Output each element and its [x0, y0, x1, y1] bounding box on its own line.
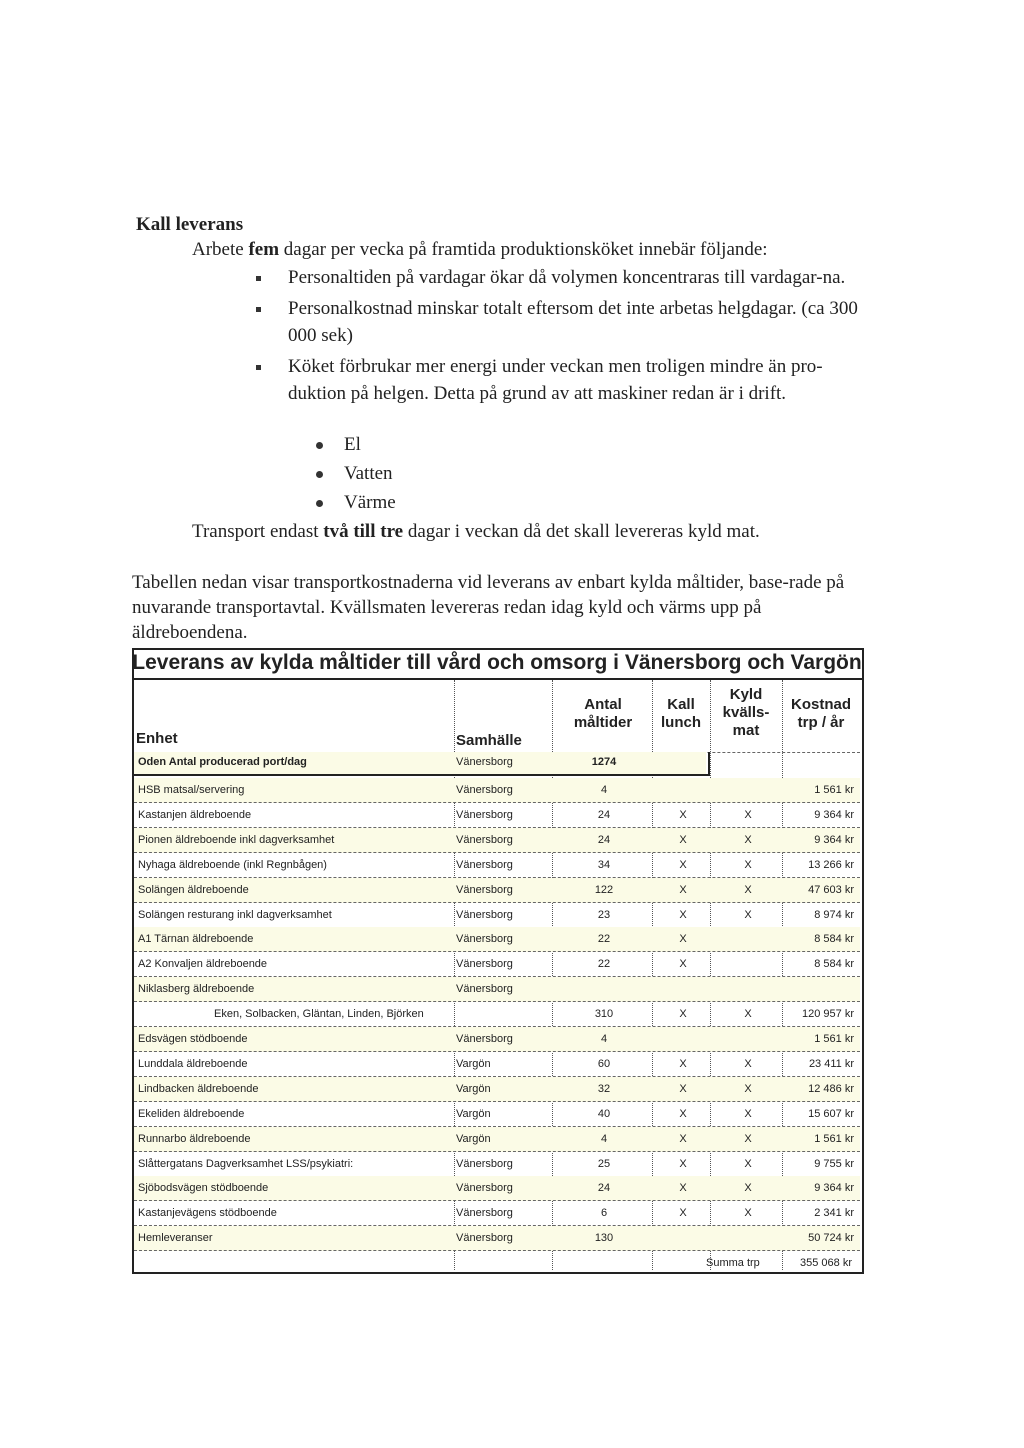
cell-kall-lunch: X	[679, 1157, 687, 1170]
cell-enhet: Eken, Solbacken, Gläntan, Linden, Björken	[214, 1008, 424, 1021]
cell-samhalle: Vänersborg	[456, 908, 513, 921]
cell-samhalle: Vänersborg	[456, 1207, 513, 1220]
cell-kall-lunch: X	[679, 1057, 687, 1070]
cell-kostnad: 120 957 kr	[802, 1008, 854, 1021]
cell-kostnad: 9 364 kr	[814, 808, 854, 821]
cell-kall-lunch: X	[679, 808, 687, 821]
cell-kall-lunch: X	[679, 1207, 687, 1220]
intro-text	[192, 236, 768, 263]
cell-antal: 4	[600, 784, 608, 796]
cell-kall-lunch: X	[679, 1182, 687, 1195]
cell-kall-lunch: X	[679, 958, 687, 971]
cell-antal: 60	[597, 1057, 611, 1070]
bullet-list	[240, 264, 870, 411]
cell-enhet: Runnarbo äldreboende	[138, 1132, 251, 1145]
cell-enhet: Nyhaga äldreboende (inkl Regnbågen)	[138, 858, 327, 871]
section-heading: Kall leverans	[136, 214, 244, 235]
table-row	[134, 927, 860, 952]
cell-kyld-kvallsmat: X	[744, 1057, 752, 1070]
cell-kostnad: 50 724 kr	[808, 1232, 854, 1245]
cell-kall-lunch: X	[679, 1107, 687, 1120]
cell-antal: 6	[600, 1207, 608, 1220]
table-row	[134, 878, 860, 903]
sub-bullet-list	[316, 430, 396, 517]
cell-kostnad: 2 341 kr	[814, 1207, 854, 1220]
cell-kall-lunch: X	[679, 1008, 687, 1021]
cell-kostnad: 12 486 kr	[808, 1082, 854, 1095]
table-row	[134, 1052, 860, 1077]
cell-enhet: Solängen resturang inkl dagverksamhet	[138, 908, 332, 921]
sub-bullet-text: Vatten	[344, 463, 393, 484]
transport-bold: två till tre	[323, 521, 404, 542]
table-row	[134, 952, 860, 977]
intro-pre: Arbete	[192, 239, 249, 260]
cell-samhalle: Vänersborg	[456, 1182, 513, 1195]
transport-text	[192, 518, 760, 545]
cell-samhalle: Vänersborg	[456, 983, 513, 996]
delivery-table	[132, 648, 862, 1272]
cell-samhalle: Vargön	[456, 1107, 491, 1120]
cell-enhet: Sjöbodsvägen stödboende	[138, 1182, 269, 1195]
table-row	[134, 1152, 860, 1177]
cell-kostnad: 9 364 kr	[814, 1182, 854, 1195]
cell-samhalle: Vänersborg	[456, 808, 513, 821]
table-row	[134, 977, 860, 1002]
cell-samhalle: Vänersborg	[456, 958, 513, 971]
square-bullet-icon	[256, 365, 261, 370]
cell-antal: 34	[597, 858, 611, 871]
cell-antal: 4	[600, 1033, 608, 1045]
cell-antal: 22	[597, 958, 611, 971]
cell-samhalle: Vargön	[456, 1132, 491, 1145]
cell-kall-lunch: X	[679, 833, 687, 846]
cell-kostnad: 1 561 kr	[814, 784, 854, 796]
cell-enhet: Solängen äldreboende	[138, 883, 249, 896]
cell-kostnad: 23 411 kr	[808, 1057, 854, 1070]
cell-samhalle: Vänersborg	[456, 1157, 513, 1170]
cell-enhet: Edsvägen stödboende	[138, 1033, 248, 1045]
cell-samhalle: Vänersborg	[456, 883, 513, 896]
table-row	[134, 1226, 860, 1251]
cell-kyld-kvallsmat: X	[744, 858, 752, 871]
cell-samhalle: Vänersborg	[456, 1232, 513, 1245]
header-kostnad: Kostnad trp / år	[791, 696, 851, 731]
table-row	[134, 1002, 860, 1027]
table-title: Leverans av kylda måltider till vård och omsorg i Vänersborg och Vargön	[132, 648, 862, 680]
cell-kall-lunch: X	[679, 858, 687, 871]
cell-kyld-kvallsmat: X	[744, 883, 752, 896]
cell-kall-lunch: X	[679, 1132, 687, 1145]
cell-kyld-kvallsmat: X	[744, 1107, 752, 1120]
cell-kostnad: 9 364 kr	[814, 833, 854, 846]
cell-antal: 130	[594, 1232, 614, 1245]
cell-samhalle: Vargön	[456, 1082, 491, 1095]
cell-antal: 25	[597, 1157, 611, 1170]
cell-enhet: Slåttergatans Dagverksamhet LSS/psykiatri:	[138, 1157, 354, 1170]
round-bullet-icon	[316, 471, 323, 478]
table-row	[134, 803, 860, 828]
header-enhet: Enhet	[136, 730, 178, 747]
bullet-text: Personaltiden på vardagar ökar då volymen koncentraras till vardagar-na.	[288, 267, 846, 288]
sub-bullet-item	[316, 459, 396, 488]
cell-enhet: A1 Tärnan äldreboende	[138, 933, 254, 946]
cell-enhet: Lindbacken äldreboende	[138, 1082, 259, 1095]
transport-post: dagar i veckan då det skall levereras kyld mat.	[403, 521, 760, 542]
cell-enhet: Kastanjevägens stödboende	[138, 1207, 277, 1220]
cell-enhet: Pionen äldreboende inkl dagverksamhet	[138, 833, 335, 846]
cell-kyld-kvallsmat: X	[744, 1182, 752, 1195]
oden-antal: 1274	[591, 756, 617, 768]
cell-kostnad: 1 561 kr	[814, 1033, 854, 1045]
cell-kyld-kvallsmat: X	[744, 1008, 752, 1021]
summa-label: Summa trp	[706, 1257, 760, 1269]
table-row	[134, 903, 860, 928]
cell-kostnad: 9 755 kr	[814, 1157, 854, 1170]
cell-samhalle: Vänersborg	[456, 784, 513, 796]
header-kall: Kall lunch	[661, 696, 701, 731]
cell-kyld-kvallsmat: X	[744, 1082, 752, 1095]
cell-kall-lunch: X	[679, 933, 687, 946]
cell-enhet: Lunddala äldreboende	[138, 1057, 248, 1070]
table-row	[134, 1077, 860, 1102]
header-samhalle: Samhälle	[456, 732, 522, 749]
oden-samhalle: Vänersborg	[456, 756, 513, 768]
cell-enhet: Ekeliden äldreboende	[138, 1107, 245, 1120]
cell-antal: 24	[597, 808, 611, 821]
square-bullet-icon	[256, 276, 261, 281]
cell-samhalle: Vänersborg	[456, 1033, 513, 1045]
cell-enhet: HSB matsal/servering	[138, 784, 245, 796]
cell-samhalle: Vargön	[456, 1057, 491, 1070]
bullet-item	[240, 353, 870, 407]
cell-antal: 4	[600, 1132, 608, 1145]
cell-kall-lunch: X	[679, 883, 687, 896]
sub-bullet-text: Värme	[344, 492, 396, 513]
cell-samhalle: Vänersborg	[456, 833, 513, 846]
cell-kall-lunch: X	[679, 908, 687, 921]
table-row	[134, 853, 860, 878]
cell-enhet: Hemleveranser	[138, 1232, 213, 1245]
cell-samhalle: Vänersborg	[456, 933, 513, 946]
header-antal: Antal måltider	[573, 696, 633, 731]
sub-bullet-item	[316, 488, 396, 517]
cell-antal: 122	[594, 883, 614, 896]
cell-enhet: Niklasberg äldreboende	[138, 983, 255, 996]
cell-kyld-kvallsmat: X	[744, 833, 752, 846]
cell-kyld-kvallsmat: X	[744, 1207, 752, 1220]
cell-antal: 32	[597, 1082, 611, 1095]
cell-kostnad: 1 561 kr	[814, 1132, 854, 1145]
round-bullet-icon	[316, 442, 323, 449]
cell-kostnad: 8 584 kr	[814, 933, 854, 946]
bullet-text: Personalkostnad minskar totalt eftersom det inte arbetas helgdagar. (ca 300 000 sek)	[288, 298, 858, 346]
square-bullet-icon	[256, 307, 261, 312]
summa-value: 355 068 kr	[800, 1257, 852, 1269]
cell-samhalle: Vänersborg	[456, 858, 513, 871]
cell-enhet: A2 Konvaljen äldreboende	[138, 958, 268, 971]
table-intro-paragraph: Tabellen nedan visar transportkostnaderna vid leverans av enbart kylda måltider, base-rade på nuvarande transportavtal. Kvällsmaten levereras redan idag kyld och värms upp på äldreboendena.	[132, 572, 845, 643]
cell-kostnad: 8 974 kr	[814, 908, 854, 921]
oden-row	[134, 752, 706, 774]
cell-antal: 24	[597, 1182, 611, 1195]
header-kyld: Kyld kvälls-mat	[722, 686, 770, 739]
intro-post: dagar per vecka på framtida produktionsköket innebär följande:	[279, 239, 768, 260]
table-row	[134, 1176, 860, 1201]
cell-kostnad: 13 266 kr	[808, 858, 854, 871]
cell-kyld-kvallsmat: X	[744, 1157, 752, 1170]
bullet-text: Köket förbrukar mer energi under veckan men troligen mindre än pro-duktion på helgen. Detta på grund av att maskiner redan är i drift.	[288, 356, 823, 404]
round-bullet-icon	[316, 500, 323, 507]
oden-enhet: Oden Antal producerad port/dag	[138, 756, 307, 768]
cell-kyld-kvallsmat: X	[744, 808, 752, 821]
bullet-item	[240, 264, 870, 291]
cell-antal: 23	[597, 908, 611, 921]
sub-bullet-item	[316, 430, 396, 459]
cell-antal: 24	[597, 833, 611, 846]
table-row	[134, 828, 860, 853]
cell-kostnad: 8 584 kr	[814, 958, 854, 971]
bullet-item	[240, 295, 870, 349]
cell-enhet: Kastanjen äldreboende	[138, 808, 252, 821]
cell-kyld-kvallsmat: X	[744, 908, 752, 921]
table-row	[134, 778, 860, 803]
table-row	[134, 1201, 860, 1226]
cell-kostnad: 15 607 kr	[808, 1107, 854, 1120]
table-row	[134, 1127, 860, 1152]
cell-antal: 40	[597, 1107, 611, 1120]
row-divider	[134, 1250, 860, 1251]
cell-kyld-kvallsmat: X	[744, 1132, 752, 1145]
cell-antal: 310	[594, 1008, 614, 1021]
sub-bullet-text: El	[344, 434, 361, 455]
table-row	[134, 1102, 860, 1127]
cell-kall-lunch: X	[679, 1082, 687, 1095]
cell-kostnad: 47 603 kr	[808, 883, 854, 896]
cell-antal: 22	[597, 933, 611, 946]
intro-bold: fem	[248, 239, 280, 260]
table-row	[134, 1027, 860, 1052]
transport-pre: Transport endast	[192, 521, 324, 542]
